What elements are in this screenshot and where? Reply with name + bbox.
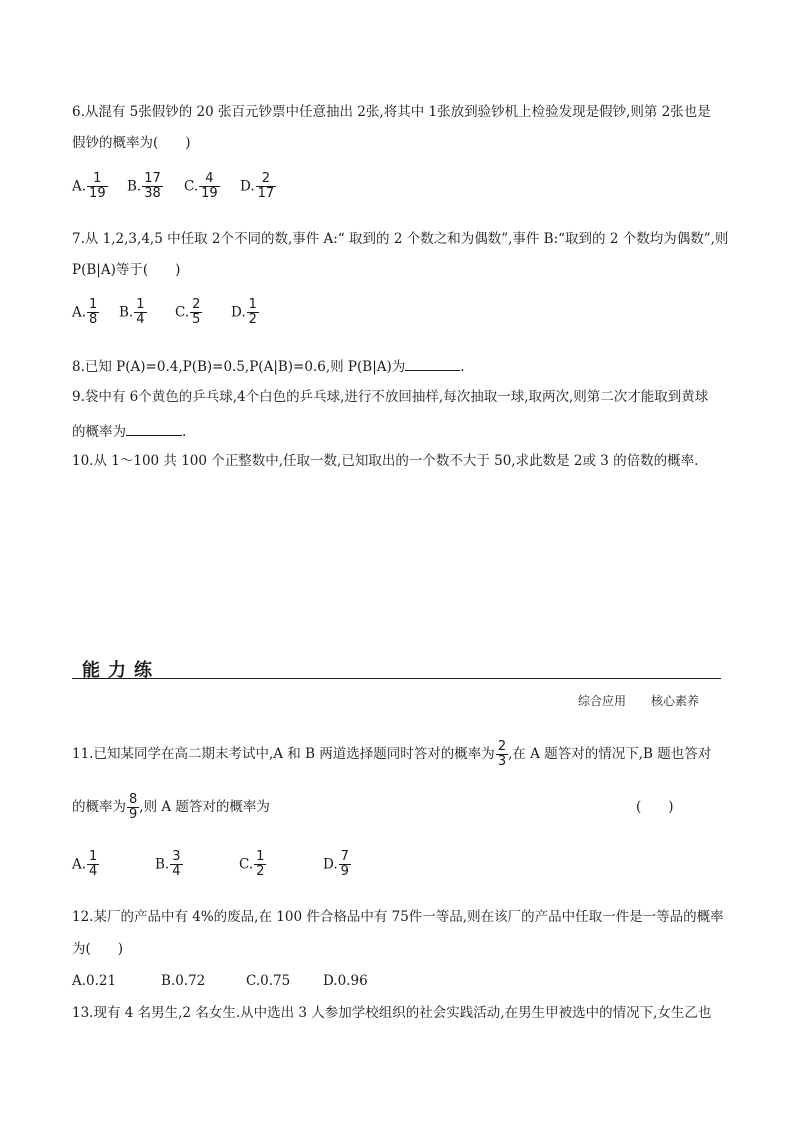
fraction: $\frac{8}{9}$ xyxy=(129,792,138,822)
fraction: $\frac{1}{2}$ xyxy=(256,849,265,879)
q7-line2: P(B|A)等于( ) xyxy=(72,262,181,278)
q11-option-b: B. $\frac{3}{4}$ xyxy=(155,849,181,879)
answer-blank[interactable] xyxy=(126,422,182,436)
q9-line1: 9.袋中有 6个黄色的乒乓球,4个白色的乒乓球,进行不放回抽样,每次抽取一球,取两次,则第二次才能取到黄球 xyxy=(72,389,709,405)
q10-line1: 10.从 1～100 共 100 个正整数中,任取一数,已知取出的一个数不大于 50,求此数是 2或 3 的倍数的概率. xyxy=(72,453,699,469)
q12-option-a: A.0.21 xyxy=(72,973,117,989)
section-tag-core: 核心素养 xyxy=(651,694,700,708)
q7-option-c: C. $\frac{2}{5}$ xyxy=(175,297,201,327)
q6-line2: 假钞的概率为( ) xyxy=(72,135,191,151)
q11-option-d: D. $\frac{7}{9}$ xyxy=(323,849,349,879)
q11-line2: 的概率为 $\frac{8}{9}$ ,则 A 题答对的概率为 xyxy=(72,792,270,822)
fraction: $\frac{4}{19}$ xyxy=(201,171,218,201)
q6-option-d: D. $\frac{2}{17}$ xyxy=(240,171,275,201)
fraction: $\frac{2}{17}$ xyxy=(257,171,275,201)
fraction: $\frac{1}{2}$ xyxy=(248,297,257,327)
q12-line1: 12.某厂的产品中有 4%的废品,在 100 件合格品中有 75件一等品,则在该厂的产品中任取一件是一等品的概率 xyxy=(72,909,724,925)
fraction: $\frac{1}{8}$ xyxy=(89,297,98,327)
q11-option-c: C. $\frac{1}{2}$ xyxy=(239,849,265,879)
q6-option-c: C. $\frac{4}{19}$ xyxy=(184,171,218,201)
q9-line2: 的概率为 . xyxy=(72,424,187,440)
section-tag-comprehensive: 综合应用 xyxy=(578,694,627,708)
fraction: $\frac{1}{19}$ xyxy=(89,171,106,201)
answer-blank[interactable] xyxy=(405,357,460,371)
q11-line1: 11.已知某同学在高二期末考试中,A 和 B 两道选择题同时答对的概率为 $\frac{2}{3}$ ,在 A 题答对的情况下,B 题也答对 xyxy=(72,739,712,769)
q12-line2: 为( ) xyxy=(72,941,124,957)
q6-option-b: B. $\frac{17}{38}$ xyxy=(127,171,161,201)
section-title: 能力练 xyxy=(82,660,160,681)
q7-option-a: A. $\frac{1}{8}$ xyxy=(72,297,98,327)
fraction: $\frac{3}{4}$ xyxy=(172,849,181,879)
fraction: $\frac{1}{4}$ xyxy=(89,849,98,879)
fraction: $\frac{7}{9}$ xyxy=(340,849,349,879)
q13-line1: 13.现有 4 名男生,2 名女生.从中选出 3 人参加学校组织的社会实践活动,在男生甲被选中的情况下,女生乙也 xyxy=(72,1005,712,1021)
q12-option-d: D.0.96 xyxy=(323,973,368,989)
q11-answer-paren: ( ) xyxy=(636,799,674,815)
section-divider xyxy=(72,678,721,679)
q7-option-b: B. $\frac{1}{4}$ xyxy=(119,297,145,327)
q6-option-a: A. $\frac{1}{19}$ xyxy=(72,171,106,201)
q6-line1: 6.从混有 5张假钞的 20 张百元钞票中任意抽出 2张,将其中 1张放到验钞机上检验发现是假钞,则第 2张也是 xyxy=(72,104,711,120)
q7-option-d: D. $\frac{1}{2}$ xyxy=(231,297,257,327)
q8-line: 8.已知 P(A)=0.4,P(B)=0.5,P(A|B)=0.6,则 P(B|A)为 . xyxy=(72,359,465,375)
fraction: $\frac{2}{3}$ xyxy=(497,739,507,769)
fraction: $\frac{1}{4}$ xyxy=(136,297,145,327)
q7-line1: 7.从 1,2,3,4,5 中任取 2个不同的数,事件 A:“ 取到的 2 个数之和为偶数”,事件 B:“取到的 2 个数均为偶数”,则 xyxy=(72,231,729,247)
q12-option-c: C.0.75 xyxy=(246,973,291,989)
fraction: $\frac{2}{5}$ xyxy=(192,297,201,327)
fraction: $\frac{17}{38}$ xyxy=(144,171,161,201)
q12-option-b: B.0.72 xyxy=(161,973,206,989)
q11-option-a: A. $\frac{1}{4}$ xyxy=(72,849,98,879)
